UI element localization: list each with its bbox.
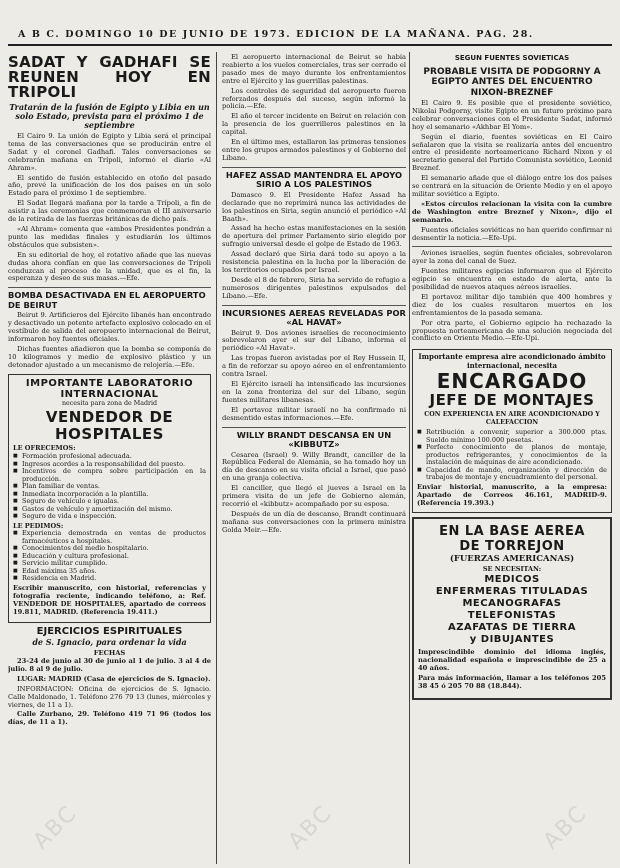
ad-torrejon-title-2: DE TORREJON [459,539,565,555]
ad-laboratory [8,374,211,623]
column-1 [8,54,211,866]
article-paragraph: El semanario añade que el diálogo entre los dos países se centrará en la situación de Oriente Medio y en el apoyo militar soviético a Egipto. [412,174,612,198]
list-item: ■ Perfecto conocimiento de planos de montaje, productos refrigerantes, y conocimientos de la instalación de máquinas de aire acondicionado. [417,444,607,467]
article-paragraph: Desde el 8 de febrero, Siria ha servido de refugio a numerosos dirigentes palestinos expulsados del Líbano.—Efe. [222,275,406,300]
article-paragraph: El Ejército israelí ha intensificado las incursiones en la zona fronteriza del sur del Líbano, según fuentes militares libanesas. [222,380,406,404]
ad-air-headline-1: ENCARGADO [436,369,588,394]
article-sadat-title: SADAT Y GADHAFI SE REUNEN HOY EN TRIPOLI [8,54,211,101]
header-rule [8,44,612,46]
list-item: ■ Gastos de vehículo y amortización del mismo. [13,506,206,514]
list-item: ■ Retribución a convenir, superior a 300.000 ptas. Sueldo mínimo 100.000 pesetas. [417,429,607,444]
ad-lab-require-label: LE PEDIMOS: [13,521,64,530]
ad-lab-headline: VENDEDOR DE HOSPITALES [45,408,174,444]
ad-exercises-place: LUGAR: MADRID (Casa de ejercicios de S. Ignacio). [17,674,211,683]
ad-torrejon-sub: (FUERZAS AMERICANAS) [449,554,575,565]
ad-lab-title: IMPORTANTE LABORATORIO INTERNACIONAL [25,377,194,400]
separator [222,167,406,168]
article-paragraph: En el último mes, estallaron las primeras tensiones entre los grupos armados palestinos y el Gobierno del Líbano. [222,138,406,162]
ad-lab-requires [13,530,206,583]
list-item: ■ Formación profesional adecuada. [13,453,206,461]
article-paragraph: El canciller, que llegó el jueves a Israel en la primera visita de un jefe de Gobierno alemán, recorrió el «kibbutz» acompañado por su esposa. [222,484,406,508]
article-paragraph: El portavoz militar israelí no ha confirmado ni desmentido estas informaciones.—Efe. [222,405,406,422]
ad-exercises-title: EJERCICIOS ESPIRITUALES [36,625,183,637]
list-item: ■ Educación y cultura profesional. [13,553,206,561]
article-paragraph: Según el diario, fuentes soviéticas en El Cairo señalaron que la visita se realizaría antes del encuentro entre el presidente norteamericano Richard Nixon y el secretario general del Partido Comunista soviético, Leonid Breznef. [412,132,612,173]
article-assad-title: HAFEZ ASSAD MANTENDRA EL APOYO SIRIO A LOS PALESTINOS [225,169,403,190]
watermark: ABC [538,800,593,855]
article-paragraph: Assad declaró que Siria dará todo su apoyo a la resistencia palestina en la lucha por la liberación de los territorios ocupados por Israel. [222,250,406,274]
article-paragraph: El Cairo 9. Es posible que el presidente soviético, Nikolai Podgorny, visite Egipto en un futuro próximo para celebrar conversaciones con el Presidente Sadat, informó hoy el semanario «Akhbar El Yom». [412,99,612,131]
separator [222,305,406,306]
article-paragraph: «Estos círculos relacionan la visita con la cumbre de Washington entre Breznef y Nixon», dijo el semanario. [412,199,612,224]
separator [222,427,406,428]
ad-air-sub: CON EXPERIENCIA EN AIRE ACONDICIONADO Y CALEFACCION [424,411,600,427]
article-paragraph: El Sadat llegará mañana por la tarde a Trípoli, a fin de asistir a las ceremonias que conmemoran el III aniversario de la retirada de las fuerzas británicas de dicho país. [8,199,211,224]
list-item: ■ Incentivos de compra sobre participación en la producción. [13,468,206,483]
ad-lab-footer: Escribir manuscrito, con historial, referencias y fotografía reciente, indicando teléfono, a: Ref. VENDEDOR DE HOSPITALES, apartado de correos 19.811, MADRID. (Referencia 19.411.) [13,583,206,616]
article-sadat-body [8,133,211,283]
ad-air-offers [417,429,607,482]
ad-lab-need: necesita para zona de Madrid [61,399,158,407]
ad-lab-offer-label: LE OFRECEMOS: [13,444,76,453]
ad-lab-offers [13,453,206,521]
article-paragraph: Damasco 9. El Presidente Hafez Assad ha declarado que no reprimirá nunca las actividades de los palestinos en Siria, según anunció el periódico «Al Baath». [222,190,406,223]
article-paragraph: El aeropuerto internacional de Beirut se había reabierto a los vuelos comerciales, tras ser cerrado el pasado mes de mayo durante los enfrentamientos entre el Ejército y las guerrillas palestinas. [222,54,406,85]
separator [412,246,612,247]
list-item: ■ Plan familiar de ventas. [13,483,206,491]
list-item: ■ Conocimientos del medio hospitalario. [13,545,206,553]
list-item: ■ Experiencia demostrada en ventas de productos farmacéuticos a hospitales. [13,530,206,545]
article-podgorny-title: PROBABLE VISITA DE PODGORNY A EGIPTO ANTES DEL ENCUENTRO NIXON-BREZNEF [423,66,601,98]
ad-torrejon-job: ENFERMERAS TITULADAS [435,586,589,598]
ad-torrejon-req: Imprescindible dominio del idioma inglés, nacionalidad española e imprescindible de 25 a 40 años. [418,648,606,673]
list-item: ■ Seguro de vehículo e igualas. [13,498,206,506]
ad-air-footer: Enviar historial, manuscrito, a la empresa: Apartado de Correos 46.161, MADRID-9. (Referencia 19.393.) [417,482,607,507]
article-podgorny-kicker: SEGUN FUENTES SOVIETICAS [454,54,570,62]
article-paragraph: Fuentes oficiales soviéticas no han querido confirmar ni desmentir la noticia.—Efe-Upi. [412,225,612,242]
article-paragraph: Cesarea (Israel) 9. Willy Brandt, canciller de la República Federal de Alemania, se ha tomado hoy un día de descanso en su visita oficial a Israel, que pasó en una granja colectiva. [222,450,406,483]
list-item: ■ Ingresos acordes a la responsabilidad del puesto. [13,461,206,469]
article-havat-title: INCURSIONES AEREAS REVELADAS POR «AL HAVAT» [222,307,406,328]
article-bomb-title: BOMBA DESACTIVADA EN EL AEROPUERTO DE BEIRUT [8,290,206,310]
article-paragraph: Fuentes militares egipcias informaron que el Ejército egipcio se encuentra en estado de alerta, ante la posibilidad de nuevos ataques aéreos israelíes. [412,267,612,292]
list-item: ■ Capacidad de mando, organización y dirección de trabajos de montaje y encuadramiento del personal. [417,467,607,482]
column-2 [222,54,406,866]
ad-air-headline-2: JEFE DE MONTAJES [429,391,595,410]
ad-torrejon-job: MEDICOS [484,574,540,586]
ad-exercises-dates-label: FECHAS [93,649,126,658]
ad-exercises-subtitle: de S. Ignacio, para ordenar la vida [32,637,187,648]
article-paragraph: «Al Ahram» comenta que «ambos Presidentes pondrán a punto las medidas finales y estudiarán los últimos obstáculos que subsisten». [8,224,211,249]
list-item: ■ Inmediata incorporación a la plantilla. [13,491,206,499]
ad-torrejon [412,517,612,699]
list-item: ■ Seguro de vida e inspección. [13,513,206,521]
article-paragraph: En su editorial de hoy, el rotativo añade que las nuevas dudas ahora confían en que las conversaciones de Trípoli conduzcan al proceso de la unidad, que es el fin, la esperanza y deseo de sus masas.—Efe. [8,250,211,283]
page-header: A B C. DOMINGO 10 DE JUNIO DE 1973. EDICION DE LA MAÑANA. PAG. 28. [18,29,534,40]
ad-torrejon-need: SE NECESITAN: [482,565,542,574]
article-paragraph: Beirut 9. Artificieros del Ejército libanés han encontrado y desactivado un potente artefacto explosivo colocado en el vestíbulo de salida del aeropuerto internacional de Beirut, informaron hoy fuentes oficiales. [8,311,211,344]
ad-air-conditioning [412,349,612,513]
ad-torrejon-job: MECANOGRAFAS [462,598,562,610]
list-item: ■ Servicio militar cumplido. [13,560,206,568]
ad-torrejon-job: y DIBUJANTES [469,634,555,646]
list-item: ■ Residencia en Madrid. [13,575,206,583]
ad-exercises-dates: 23-24 de junio al 30 de junio al 1 de julio. 3 al 4 de julio. 8 al 9 de julio. [8,657,211,673]
ad-exercises-info: INFORMACION: Oficina de ejercicios de S. Ignacio. Calle Maldonado, 1. Teléfono 276 79 13 (lunes, miércoles y viernes, de 11 a 1). [8,684,211,709]
list-item: ■ Edad máxima 35 años. [13,568,206,576]
column-3 [412,54,612,866]
article-paragraph: Por otra parte, el Gobierno egipcio ha rechazado la propuesta norteamericana de una solución negociada del conflicto en Oriente Medio.—Efe-Upi. [412,318,612,343]
ad-torrejon-footer: Para más información, llamar a los teléfonos 205 38 45 ó 205 70 88 (18.844). [418,673,606,690]
article-paragraph: El año el tercer incidente en Beirut en relación con la presencia de los guerrilleros palestinos en la capital. [222,112,406,137]
column-divider-1 [216,52,217,864]
article-paragraph: Después de un día de descanso, Brandt continuará mañana sus conversaciones con la primera ministra Golda Meir.—Efe. [222,509,406,534]
column-divider-2 [409,52,410,864]
article-sadat-subtitle: Tratarán de la fusión de Egipto y Libia en un solo Estado, prevista para el próximo 1 de septiembre [9,102,210,130]
watermark: ABC [28,800,83,855]
ad-exercises-address: Calle Zurbano, 29. Teléfono 419 71 96 (todos los días, de 11 a 1). [8,710,211,727]
article-paragraph: Los controles de seguridad del aeropuerto fueron reforzados después del suceso, según informó la policía.—Efe. [222,86,406,111]
article-paragraph: El Cairo 9. La unión de Egipto y Libia será el principal tema de las conversaciones que se producirán entre el Sadat y el coronel Gadhafi. Tales conversaciones se celebrarán mañana en Trípoli, informó el diario «Al Ahram». [8,132,211,172]
article-paragraph: Dichas fuentes añadieron que la bomba se componía de 10 kilogramos y medio de explosivo plástico y un detonador ajustado a un mecanismo de relojería.—Efe. [8,344,211,369]
ad-air-title: Importante empresa aire acondicionado ámbito internacional, necesita [418,352,606,370]
ad-exercises [8,627,211,728]
ad-torrejon-job: AZAFATAS DE TIERRA [448,622,576,634]
ad-torrejon-job: TELEFONISTAS [467,610,557,622]
article-paragraph: Las tropas fueron avistadas por el Rey Hussein II, a fin de reforzar su apoyo aéreo en el enfrentamiento contra Israel. [222,354,406,379]
separator [8,287,211,288]
ad-torrejon-title-1: EN LA BASE AEREA [439,524,585,540]
watermark: ABC [283,800,338,855]
article-paragraph: Assad ha hecho estas manifestaciones en la sesión de apertura del primer Parlamento sirio elegido por sufragio universal desde el golpe de Estado de 1963. [222,224,406,249]
article-paragraph: El sentido de fusión establecido en otoño del pasado año, prevé la unificación de los dos países en un solo Estado para el próximo 1 de septiembre. [8,173,211,198]
article-brandt-title: WILLY BRANDT DESCANSA EN UN «KIBBUTZ» [236,429,392,450]
article-paragraph: El portavoz militar dijo también que 400 hombres y diez de los cuales resultaron muertos en los enfrentamientos de la pasada semana. [412,292,612,317]
article-paragraph: Beirut 9. Dos aviones israelíes de reconocimiento sobrevolaron ayer el sur del Líbano, informa el periódico «Al Havat». [222,328,406,353]
article-paragraph: Aviones israelíes, según fuentes oficiales, sobrevolaron ayer la zona del canal de Suez. [412,249,612,266]
